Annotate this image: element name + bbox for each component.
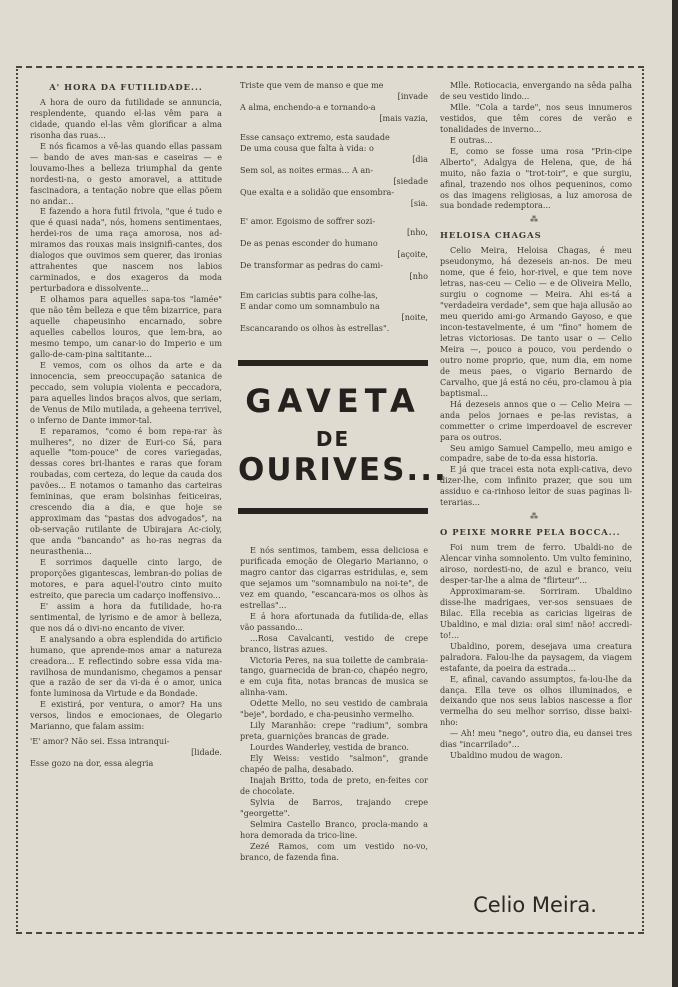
verse-line-end: [lidade. (191, 747, 222, 758)
paragraph: E, como se fosse uma rosa "Prin-cipe Alberto", Adalgya de Helena, que, de há muito, não fazia o "trot-toir", e que surgiu, afinal, trazendo nos olhos pequeninos, como os das imagens religiosas, a luz amorosa de sua bondade redemptora... (440, 145, 632, 211)
paragraph: Celio Meira, Heloisa Chagas, é meu pseudonymo, há dezeseis an-nos. De meu nome, que é feio, hor-rivel, e que tem nove letras, nas-ceu — Celio — e de Oliveira Mello, surgiu o cognome — Meira. Ahi es-tá a "verdadeira verdade", sem que haja allusão ao meu querido ami-go Armando Gayoso, e que incon-testavelmente, é um "fino" homem de letras victoriosas. De tanto usar o — Celio Meira —, pouco a pouco, vou perdendo o outro nome proprio, que, num dia, em nome de meus paes, o vigario Bernardo de Carvalho, que já está no céu, pro-clamou à pia baptismal... (440, 245, 632, 398)
paragraph: Sylvia de Barros, trajando crepe "georgette". (240, 796, 428, 818)
paragraph: E reparamos, "como é bom repa-rar às mulheres", no dizer de Euri-co Sá, para aquelle "tom-pouce" de cores variegadas, dessas cores bri-lhantes e raras que foram roubadas, com certeza, do leque da cauda dos pavões... E notamos o tamanho das carteiras femininas, que eram bolsinhas feiticeiras, crescendo dia a dia, e que hoje se approximam das "pastas dos advogados", na ob-servação rutilante de Ubirajara Ac-cioly, que anda "bancando" as ho-ras negras da neurasthenia... (30, 425, 222, 557)
poem-line-end: [dia (412, 153, 428, 164)
column-right (440, 80, 632, 840)
poem-line-end: [sia. (410, 197, 428, 208)
poem-line-end: [noite, (401, 312, 428, 323)
title-block (238, 360, 448, 520)
poem-line: De transformar as pedras do cami- (240, 260, 383, 271)
paragraph: Approximaram-se. Sorriram. Ubaldino disse-lhe madrigaes, ver-sos sensuaes de Bilac. Ella recebia as caricias ligeiras de Ubaldino, e mal dizia: oral sim! não! accredi-to!... (440, 585, 632, 640)
section-separator: ⁂ (530, 512, 542, 522)
paragraph: Ely Weiss: vestido "salmon", grande chapéo de palha, desabado. (240, 753, 428, 775)
poem-line: A alma, enchendo-a e tornando-a (240, 101, 376, 112)
poem-line: Esse cansaço extremo, esta saudade (240, 131, 390, 142)
paragraph: Seu amigo Samuel Campello, meu amigo e compadre, sabe de to-da essa historia. (440, 442, 632, 464)
paragraph: Victoria Peres, na sua toilette de cambraia-tango, guarnecida de bran-co, chapéo negro, e em cuja fita, notas brancas de musica se alinha-vam. (240, 654, 428, 698)
poem-line: De as penas esconder do humano (240, 238, 378, 249)
column-left (30, 80, 222, 920)
poem-line-end: [siedade (393, 175, 428, 186)
poem-line: Em caricias subtis para colhe-las, (240, 290, 378, 301)
paragraph: E analysando a obra esplendida do artificio humano, que aprende-mos amar a natureza creadora... E reflectindo sobre essa vida ma-ravilhosa de mundanismo, chegamos a pensar que a razão de ser da vi-da é o amor, unica fonte luminosa da Virtude e da Bondade. (30, 633, 222, 699)
page-binding-edge (672, 0, 678, 987)
column-middle-poem (240, 80, 428, 350)
poem-line-end: [açoite, (397, 249, 428, 260)
paragraph: E existirá, por ventura, o amor? Ha uns versos, lindos e emocionaes, de Olegario Marianno, que falam assim: (30, 699, 222, 732)
paragraph: E' assim a hora da futilidade, ho-ra sentimental, de lyrismo e de amor à belleza, que nos dá o divi-no encanto de viver. (30, 600, 222, 633)
title-rule-bottom (238, 508, 428, 514)
paragraph: E, afinal, cavando assumptos, fa-lou-lhe da dança. Ella teve os olhos illuminados, e deixando que nos seus labios nascesse a flor vermelha do seu melhor sorriso, disse baixi-nho: (440, 673, 632, 728)
paragraph: E outras... (450, 134, 493, 145)
paragraph: Inajah Britto, toda de preto, en-feites cor de chocolate. (240, 775, 428, 796)
paragraph: ...Rosa Cavalcanti, vestido de crepe branco, listras azues. (240, 632, 428, 654)
paragraph: Há dezeseis annos que o — Celio Meira — anda pelos jornaes e pe-las revistas, a commetter o crime imperdoavel de escrever para os outros. (440, 398, 632, 442)
poem-line-end: [nho (409, 271, 428, 282)
poem-line: E' amor. Egoismo de soffrer sozi- (240, 216, 376, 227)
paragraph: Odette Mello, no seu vestido de cambraia "beje", bordado, e cha-peusinho vermelho. (240, 698, 428, 720)
paragraph: E já que tracei esta nota expli-cativa, devo dizer-lhe, com infinito prazer, que sou um assiduo e ca-rinhoso leitor de suas paginas li-terarias... (440, 464, 632, 508)
poem-line: Escancarando os olhos às estrellas". (240, 323, 390, 334)
poem-line: E andar como um somnambulo na (240, 301, 380, 312)
title-word-de: DE (315, 427, 351, 451)
author-signature: Celio Meira. (473, 893, 597, 917)
title-word-gaveta: GAVETA (245, 382, 421, 420)
section-heading-peixe: O PEIXE MORRE PELA BOCCA... (440, 527, 621, 538)
paragraph: E nós sentimos, tambem, essa deliciosa e purificada emoção de Olegario Marianno, o magro cantor das cigarras estridulas, e, sem que sejamos um "somnambulo na noi-te", de vez em quando, "escancara-mos os olhos às estrellas"... (240, 545, 428, 610)
section-separator: ⁂ (530, 215, 542, 225)
paragraph: E nós ficamos a vê-las quando ellas passam — bando de aves man-sas e caseiras — e louvamo-lhes a belleza triumphal da gente nordesti-na, o gesto amoravel, a attitude fascinadora, a tentação nobre que ellas põem no andar... (30, 140, 222, 206)
paragraph: Foi num trem de ferro. Ubaldi-no de Alencar vinha somnolento. Um vulto feminino, airoso, nordesti-no, de azul e branco, veiu desper-tar-lhe a alma de "flirteur"... (440, 542, 632, 585)
section-heading-chagas: HELOISA CHAGAS (440, 230, 542, 241)
paragraph: E sorrimos daquelle cinto largo, de proporções gigantescas, lembran-do polias de motores, e para aquel-l'outro cinto muito estreito, que parecia um cadarço inoffensivo... (30, 556, 222, 600)
title-rule-top (238, 360, 428, 366)
poem-line: Que exalta e a solidão que ensombra- (240, 186, 395, 197)
paragraph: Lourdes Wanderley, vestida de branco. (250, 742, 409, 753)
poem-line: Sem sol, as noites ermas... A an- (240, 164, 374, 175)
title-word-ourives: OURIVES... (238, 452, 448, 488)
paragraph: Lily Maranhão: crepe "radium", sombra preta, guarnições brancas de grade. (240, 720, 428, 742)
section-heading-futilidade: A' HORA DA FUTILIDADE... (49, 82, 203, 92)
paragraph: E á hora afortunada da futilida-de, ellas vão passando... (240, 610, 428, 632)
poem-line: Triste que vem de manso e que me (240, 80, 384, 90)
paragraph: Mlle. Rotiocacia, envergando na sêda palha de seu vestido lindo... (440, 80, 632, 101)
poem-line: De uma cousa que falta à vida: o (240, 142, 374, 153)
paragraph: E olhamos para aquelles sapa-tos "lamée" que não têm belleza e que têm bizarrice, para aquelle chapeusinho encarnado, sobre aquelles cabellos louros, que lem-bra, ao mesmo tempo, um canar-io do Imperio e um gallo-de-cam-pina saltitante... (30, 294, 222, 359)
paragraph: E fazendo a hora futil frivola, "que é tudo e que é quasi nada", nós, homens sentimentaes, herdei-ros de uma raça amorosa, nos ad-miramos das rouxas mais insignifi-cantes, dos dialogos que ouvimos sem querer, das ironias attrahentes que nascem nos labios carminados, e dos exageros da moda perturbadora e dissolvente... (30, 206, 222, 294)
paragraph: — Ah! meu "nego", outro dia, eu dansei tres dias "incarrilado"... (440, 728, 632, 750)
paragraph: A hora de ouro da futilidade se annuncia, resplendente, quando el-las vêm para a cidade, quando el-las vêm glorificar a alma risonha das ruas... (30, 96, 222, 140)
paragraph: Selmira Castello Branco, procla-mando a hora demorada da trico-line. (240, 818, 428, 840)
paragraph: Ubaldino mudou de wagon. (450, 750, 563, 761)
paragraph: Ubaldino, porem, desejava uma creatura palradora. Falou-lhe da paysagem, da viagem estafante, da poeira da estrada... (440, 640, 632, 673)
paragraph: E vemos, com os olhos da arte e da innocencia, sem preoccupação satanica de peccado, sem volupia violenta e peccadora, para aquelles lindos braços alvos, que seriam, de Venus de Milo mutilada, a geheena terrivel, o inferno de Dante immor-tal. (30, 359, 222, 425)
verse-line: Esse gozo na dor, essa alegria (30, 758, 154, 769)
poem-line-end: [invade (397, 90, 428, 101)
paragraph: Mlle. "Cola a tarde", nos seus innumeros vestidos, que têm cores de verão e tonalidades de inverno... (440, 101, 632, 134)
column-middle-lower (240, 545, 428, 925)
poem-line-end: [mais vazia, (379, 112, 428, 123)
verse-line: 'E' amor? Não sei. Essa intranqui- (30, 736, 170, 747)
poem-line-end: [nho, (406, 227, 428, 238)
paragraph: Zezé Ramos, com um vestido no-vo, branco, de fazenda fina. (240, 840, 428, 862)
